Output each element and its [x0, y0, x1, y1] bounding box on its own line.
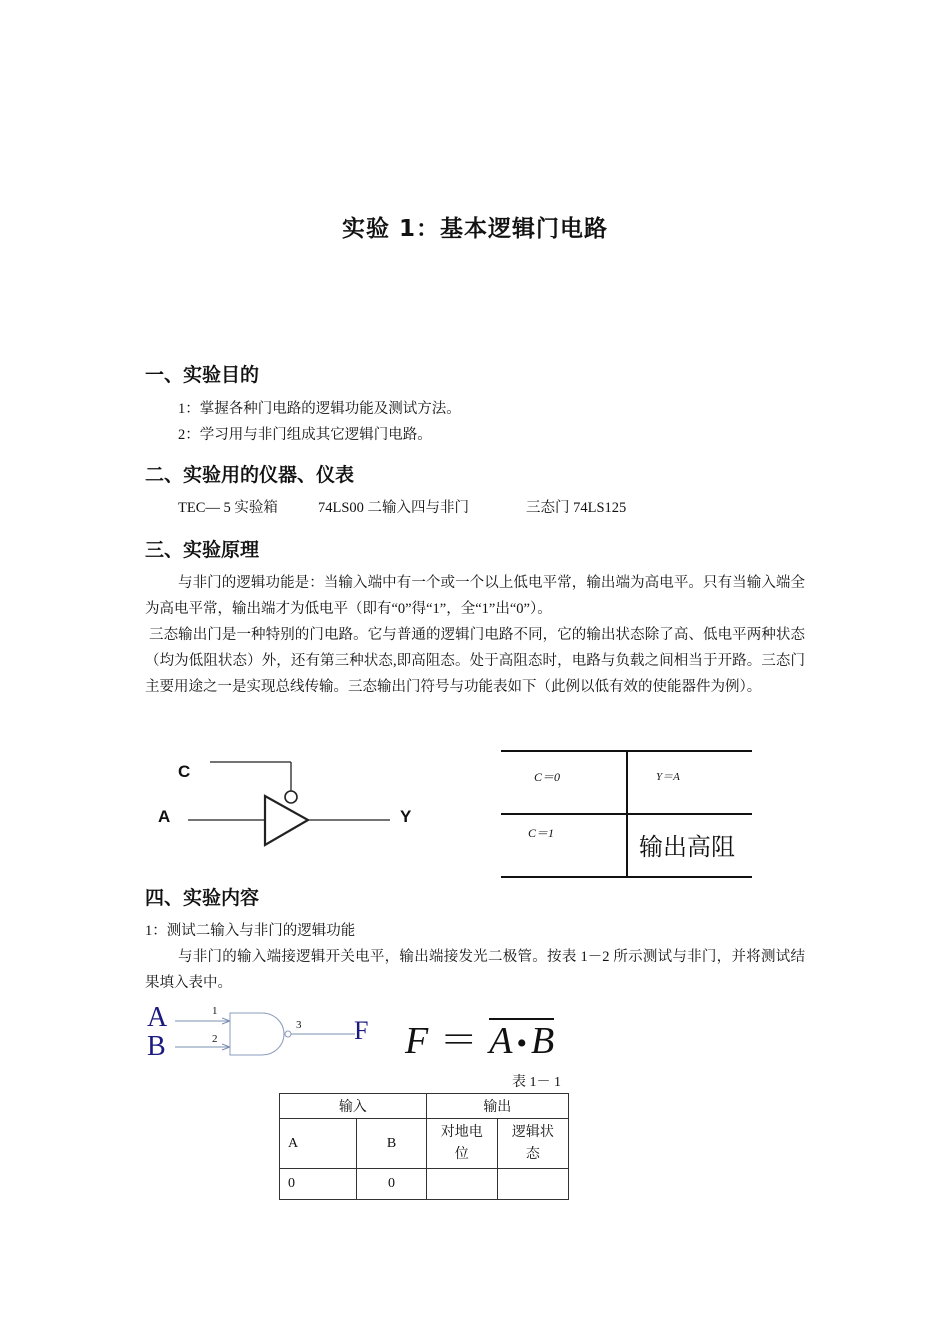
pin-3: 3: [296, 1019, 302, 1031]
formula-a: A: [489, 1020, 513, 1062]
truth-table: [279, 1093, 569, 1200]
enable-label: C: [178, 762, 191, 781]
condition-c1: C＝1: [528, 826, 555, 840]
header-input-group: 输入: [280, 1094, 427, 1119]
nand-input-a: A: [147, 1002, 168, 1033]
buffer-triangle: [265, 796, 308, 845]
tristate-function-table: [501, 750, 752, 878]
section-heading-content: 四、实验内容: [145, 887, 260, 909]
formula-dot: •: [516, 1027, 527, 1060]
instrument-2: 74LS00 二输入四与非门: [318, 500, 470, 516]
content-paragraph: 与非门的输入端接逻辑开关电平，输出端接发光二极管。按表 1－2 所示测试与非门，并将测试结果填入表中。: [145, 949, 805, 991]
principle-paragraph-1: 与非门的逻辑功能是：当输入端中有一个或一个以上低电平常，输出端为高电平。只有当输入端全为高电平常，输出端才为低电平（即有“0”得“1”，全“1”出“0”）。: [145, 575, 805, 617]
table-row: [280, 1169, 569, 1200]
nand-input-b: B: [147, 1031, 166, 1062]
instrument-1: TEC— 5 实验箱: [178, 500, 278, 516]
condition-c0: C＝0: [534, 770, 561, 784]
content-item-1: 1：测试二输入与非门的逻辑功能: [145, 923, 356, 939]
page-title: 实验 1：基本逻辑门电路: [341, 216, 608, 242]
cell-a: 0: [280, 1169, 357, 1200]
result-high-impedance: 输出高阻: [639, 833, 735, 861]
inversion-bubble: [285, 791, 297, 803]
formula-b: B: [530, 1020, 555, 1062]
nand-output-f: F: [354, 1016, 369, 1045]
cell-state: [497, 1169, 568, 1200]
nand-gate-diagram: [170, 1005, 370, 1065]
table-caption: 表 1－ 1: [512, 1075, 561, 1090]
formula-equals: ＝: [439, 1020, 478, 1062]
cell-voltage: [426, 1169, 497, 1200]
tristate-buffer-diagram: [150, 750, 430, 860]
principle-paragraph-2: 三态输出门是一种特别的门电路。它与普通的逻辑门电路不同，它的输出状态除了高、低电平两种状态（均为低阻状态）外，还有第三种状态,即高阻态。处于高阻态时，电路与负载之间相当于开路。三态门主要用途之一是实现总线传输。三态输出门符号与功能表如下（此例以低有效的使能器件为例）。: [145, 627, 805, 695]
result-y-equals-a: Y＝A: [656, 771, 680, 783]
pin-2: 2: [212, 1033, 218, 1045]
header-voltage-text: 对地电位: [440, 1124, 483, 1162]
output-label: Y: [400, 807, 412, 826]
header-state-text: 逻辑状态: [511, 1124, 554, 1162]
section-heading-instruments: 二、实验用的仪器、仪表: [145, 464, 355, 486]
header-voltage: [426, 1119, 497, 1169]
pin-1: 1: [212, 1005, 218, 1017]
header-output-group: 输出: [426, 1094, 568, 1119]
header-b: B: [357, 1119, 426, 1169]
header-state: [497, 1119, 568, 1169]
section-heading-principle: 三、实验原理: [145, 539, 260, 561]
input-label: A: [158, 807, 171, 826]
instrument-3: 三态门 74LS125: [526, 500, 627, 516]
formula-overline-group: [489, 1018, 554, 1064]
purpose-item-2: 2：学习用与非门组成其它逻辑门电路。: [178, 427, 432, 443]
formula-f: F: [405, 1020, 429, 1062]
header-a: A: [280, 1119, 357, 1169]
cell-b: 0: [357, 1169, 426, 1200]
nand-formula: [405, 1018, 554, 1064]
section-heading-purpose: 一、实验目的: [145, 364, 260, 386]
purpose-item-1: 1：掌握各种门电路的逻辑功能及测试方法。: [178, 401, 461, 417]
